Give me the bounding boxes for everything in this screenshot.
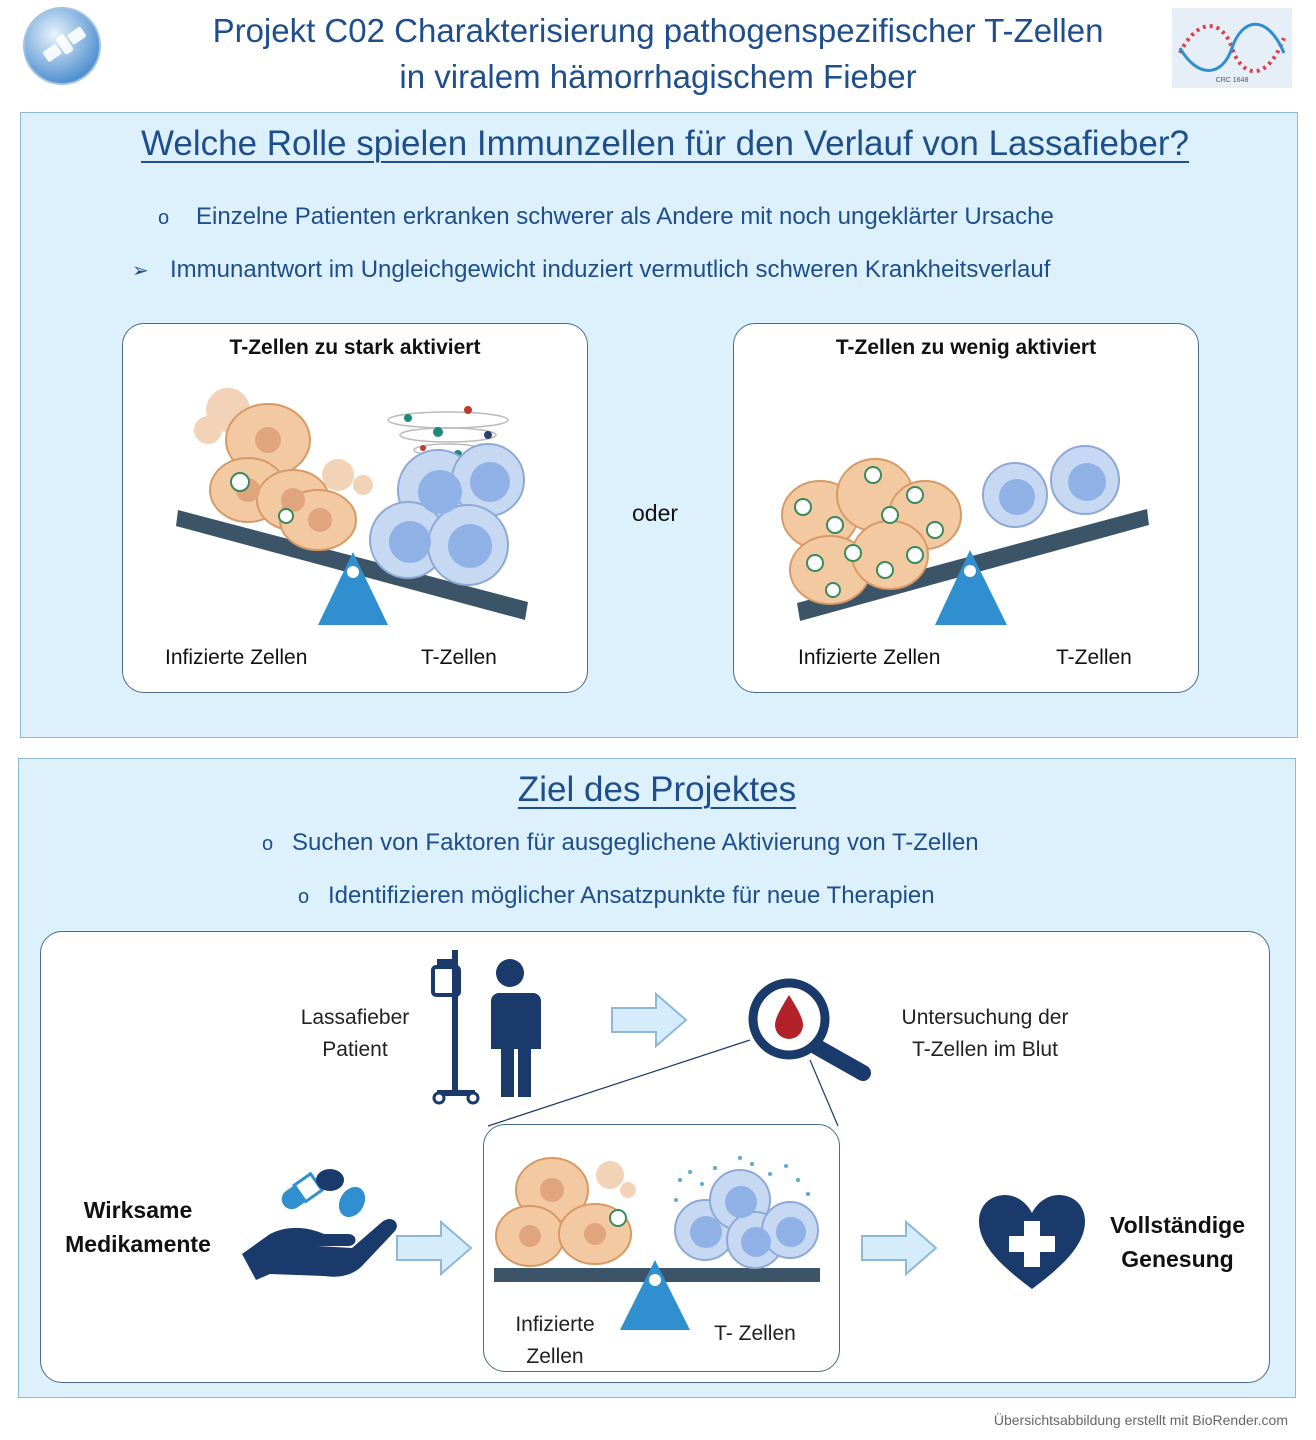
patient-label-line-1: Lassafieber: [300, 1006, 410, 1029]
goal-bullet-2: [298, 882, 935, 910]
card-title: T-Zellen zu stark aktiviert: [229, 336, 481, 359]
bullet-marker: o: [262, 833, 274, 855]
arrow-right-icon: [860, 1218, 940, 1278]
oder-connector: oder: [632, 500, 679, 526]
bullet-text: Identifizieren möglicher Ansatzpunkte für neue Therapien: [328, 882, 935, 909]
balanced-infected-line-2: Zellen: [526, 1345, 584, 1368]
title-line-2: in viralem hämorrhagischem Fieber: [399, 58, 917, 95]
recovery-label: [1090, 1208, 1265, 1276]
balanced-tcells-label: T- Zellen: [714, 1322, 796, 1345]
exam-label-line-2: T-Zellen im Blut: [912, 1038, 1058, 1061]
recovery-line-1: Vollständige: [1109, 1212, 1246, 1238]
bullet-text: Suchen von Faktoren für ausgeglichene Aktivierung von T-Zellen: [292, 829, 979, 856]
crc-logo-text: CRC 1648: [1215, 77, 1249, 84]
infected-cells-label: Infizierte Zellen: [798, 646, 941, 669]
t-cells-label: T-Zellen: [421, 646, 497, 669]
cell-debris-icon: [596, 1161, 636, 1198]
recovery-line-2: Genesung: [1121, 1246, 1234, 1272]
question-heading: Welche Rolle spielen Immunzellen für den Verlauf von Lassafieber?: [140, 124, 1189, 163]
question-bullet-2: [132, 256, 1050, 284]
hand-with-pills-icon: [240, 1162, 400, 1282]
balanced-balance-illustration: [490, 1150, 830, 1330]
title-line-1: Projekt C02 Charakterisierung pathogenspezifischer T-Zellen: [212, 12, 1104, 49]
exam-label-line-1: Untersuchung der: [901, 1006, 1069, 1029]
arrow-right-icon: [395, 1218, 475, 1278]
t-cells-label: T-Zellen: [1056, 646, 1132, 669]
bullet-marker: ➢: [132, 260, 149, 282]
balanced-infected-line-1: Infizierte: [515, 1313, 595, 1336]
zoom-lines: [480, 1030, 880, 1130]
goal-heading: Ziel des Projektes: [517, 770, 797, 809]
bullet-marker: o: [158, 207, 170, 229]
over-activated-balance-illustration: [168, 380, 548, 620]
page-title: [120, 8, 1196, 100]
bullet-marker: o: [298, 886, 310, 908]
card-title: T-Zellen zu wenig aktiviert: [835, 336, 1097, 359]
goal-bullet-1: [262, 829, 979, 857]
medication-line-1: Wirksame: [83, 1197, 193, 1223]
balanced-infected-label: [495, 1309, 615, 1373]
patient-label-line-2: Patient: [322, 1038, 388, 1061]
exam-label: [880, 1002, 1090, 1066]
under-activated-balance-illustration: [775, 445, 1155, 625]
crc-logo-icon: [1172, 8, 1292, 88]
patient-label: [270, 1002, 440, 1066]
bullet-text: Einzelne Patienten erkranken schwerer als Andere mit noch ungeklärter Ursache: [196, 203, 1054, 230]
credit-footer: Übersichtsabbildung erstellt mit BioRender.com: [993, 1412, 1288, 1428]
medication-line-2: Medikamente: [65, 1231, 211, 1257]
t-cell-icon: [370, 444, 524, 585]
virus-icon: [610, 1210, 626, 1226]
question-bullet-1: [158, 203, 1054, 231]
virus-satellite-logo-icon: [22, 6, 102, 86]
bullet-text: Immunantwort im Ungleichgewicht induziert vermutlich schweren Krankheitsverlauf: [170, 256, 1051, 283]
infected-cells-label: Infizierte Zellen: [165, 646, 308, 669]
heart-health-icon: [977, 1193, 1087, 1293]
medication-label: [48, 1193, 228, 1261]
